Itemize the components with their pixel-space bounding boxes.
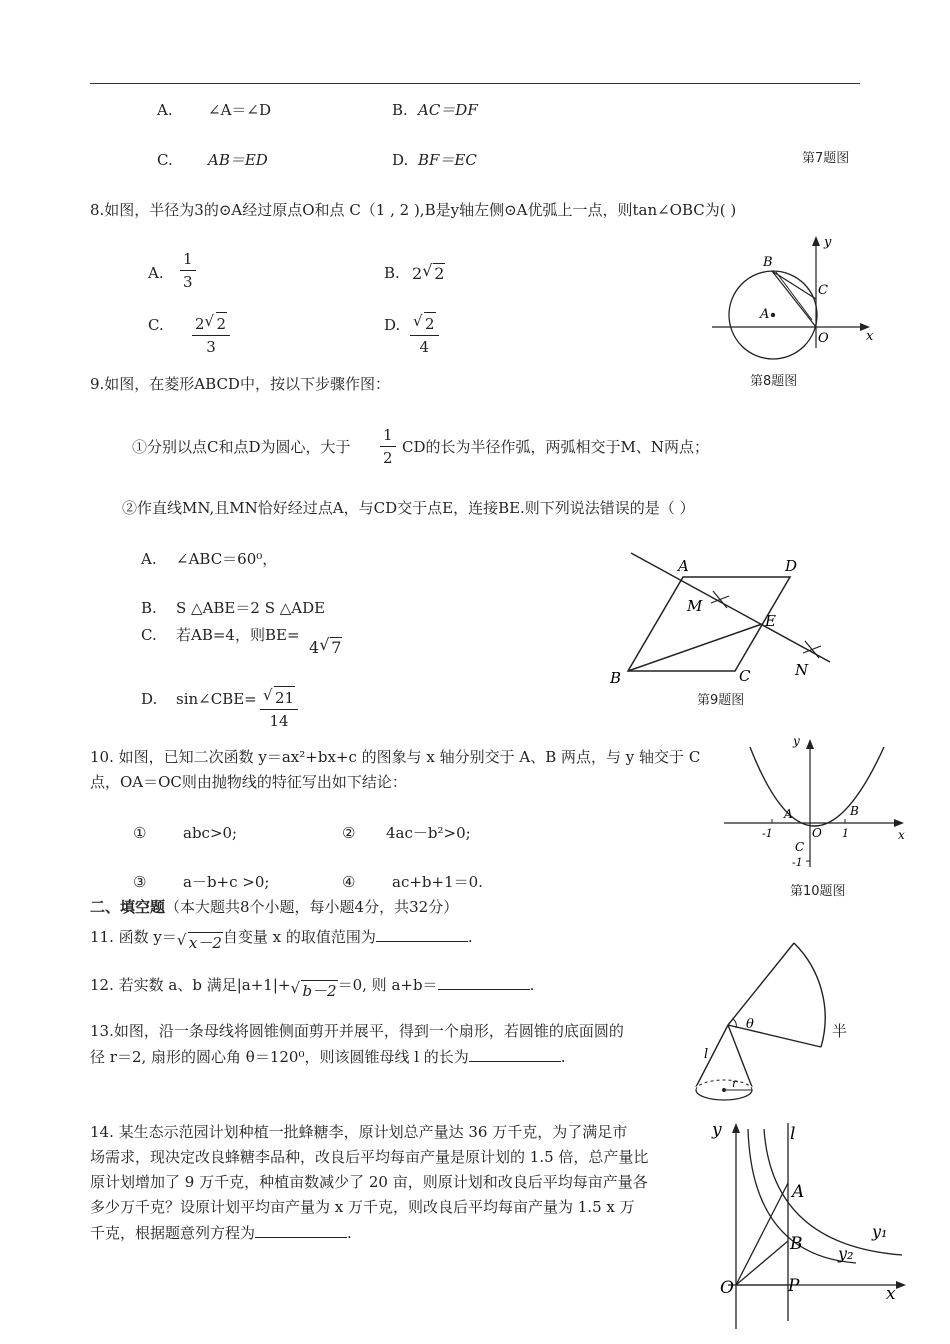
q13-answer-blank[interactable]: [469, 1046, 561, 1062]
q14-fig-label-y: y: [712, 1120, 722, 1140]
q9-step1-post: CD的长为半径作弧，两弧相交于M、N两点；: [402, 438, 709, 456]
q9-option-c-label: C.: [141, 626, 157, 644]
q8-fig-label-b: B: [763, 255, 773, 270]
q10-fig-tick-y-minus1: -1: [792, 856, 803, 869]
q10-fig-tick-1: 1: [842, 827, 849, 840]
q9-fig-label-a: A: [678, 557, 689, 575]
q9-option-d-label: D.: [141, 690, 158, 708]
q13-line2-wrap: [90, 1046, 566, 1067]
q8-c-radicand: 2: [216, 312, 228, 335]
q14-figure: [706, 1115, 906, 1339]
q11-post: 自变量 x 的取值范围为: [222, 928, 376, 946]
section-2-note: （本大题共8个小题，每小题4分，共32分）: [165, 898, 459, 916]
q10-line1: 10. 如图，已知二次函数 y＝ax²+bx+c 的图象与 x 轴分别交于 A、B 两点，与 y 轴交于 C: [90, 748, 701, 766]
q9-fig-label-c: C: [739, 667, 751, 685]
q8-fig-label-y: y: [824, 235, 832, 250]
q9-fig-label-d: D: [785, 557, 798, 575]
q8-option-a-label: A.: [148, 264, 164, 282]
q13-line1: 13.如图，沿一条母线将圆锥侧面剪开并展平，得到一个扇形，若圆锥的底面圆的: [90, 1022, 624, 1040]
q8-c-coefficient: 2: [195, 315, 205, 333]
q7-option-a-text: ∠A＝∠D: [208, 101, 271, 119]
q14-line2: 场需求，现决定改良蜂糖李品种，改良后平均每亩产量是原计划的 1.5 倍，总产量比: [90, 1148, 649, 1166]
q14-fig-label-b: B: [790, 1234, 803, 1254]
q11-sqrt: √ x－2: [176, 931, 222, 952]
q8-c-sqrt: √ 2: [204, 312, 227, 333]
q9-option-b-label: B.: [141, 599, 157, 617]
q14-end: .: [347, 1224, 352, 1242]
q14-fig-label-y1: y₁: [872, 1222, 888, 1241]
q10-fig-label-y: y: [793, 734, 800, 748]
q13-half: 半: [832, 1022, 848, 1040]
q14-fig-label-a: A: [792, 1182, 805, 1202]
q7-option-d-label: D.: [392, 151, 409, 169]
q13-fig-label-r: r: [732, 1077, 738, 1090]
q9-option-d-fraction: [260, 686, 298, 732]
q9-fig-label-m: M: [687, 597, 703, 615]
q12-post: ＝0, 则 a+b＝: [337, 976, 438, 994]
q8-option-b-value: [412, 263, 445, 284]
q10-fig-label-x: x: [898, 828, 905, 842]
q8-fig-label-c: C: [818, 283, 828, 298]
q10-figure: [722, 733, 912, 873]
q9-step1-pre: ①分别以点C和点D为圆心，大于: [132, 438, 351, 456]
q8-option-c-fraction: [192, 312, 230, 358]
q8-fig-label-o: O: [818, 331, 829, 346]
q10-conclusion-3-text: a－b+c >0;: [183, 873, 270, 891]
q9-step2: ②作直线MN,且MN恰好经过点A，与CD交于点E，连接BE.则下列说法错误的是（ ）: [122, 499, 695, 517]
q10-conclusion-3-number: ③: [133, 873, 147, 891]
q8-fig-label-x: x: [866, 329, 874, 344]
q10-conclusion-1-number: ①: [133, 824, 147, 842]
q8-c-numerator: [192, 312, 230, 336]
q9-fig-label-e: E: [765, 612, 776, 630]
q10-conclusion-4-number: ④: [342, 873, 356, 891]
q8-fig-label-a: A: [760, 307, 770, 322]
q8-option-d-fraction: [410, 312, 439, 358]
q8-stem: 8.如图，半径为3的⊙A经过原点O和点 C（1 , 2 ),B是y轴左侧⊙A优弧上一点，则tan∠OBC为( ): [90, 201, 737, 219]
q9-option-a-text: ∠ABC＝60⁰，: [176, 550, 278, 568]
q14-answer-blank[interactable]: [255, 1222, 347, 1238]
q10-fig-label-c: C: [795, 840, 805, 854]
q14-line5-wrap: [90, 1222, 352, 1243]
q9-c-radicand: 7: [331, 638, 342, 657]
q7-option-c-text: AB＝ED: [208, 151, 268, 169]
q10-fig-label-a: A: [784, 807, 793, 821]
q9-d-radicand: 21: [274, 686, 295, 709]
q14-fig-label-y2: y₂: [838, 1244, 854, 1263]
q7-option-d-text: BF＝EC: [418, 151, 477, 169]
q8-option-a-fraction: [180, 248, 196, 293]
q9-step1-denominator: 2: [383, 449, 393, 467]
q12-line: [90, 974, 535, 1000]
q10-conclusion-4-text: ac+b+1＝0.: [392, 873, 483, 891]
q14-fig-label-l: l: [790, 1124, 796, 1144]
q13-fig-label-l: l: [704, 1047, 709, 1062]
q10-conclusion-1-text: abc>0;: [183, 824, 238, 842]
q14-line3: 原计划增加了 9 万千克，种植亩数减少了 20 亩，则原计划和改良后平均每亩产量各: [90, 1173, 648, 1191]
q8-c-denominator: 3: [206, 338, 216, 356]
q11-pre: 11. 函数 y＝: [90, 928, 177, 946]
q8-option-d-label: D.: [384, 316, 401, 334]
q12-answer-blank[interactable]: [438, 974, 530, 990]
q8-figure: [708, 232, 878, 352]
q12-end: .: [529, 976, 535, 994]
q10-conclusion-2-text: 4ac－b²>0;: [386, 824, 471, 842]
q9-option-d-text: sin∠CBE=: [176, 690, 257, 708]
q8-d-denominator: 4: [419, 338, 430, 356]
header-rule: [90, 83, 860, 84]
q14-line4: 多少万千克？设原计划平均亩产量为 x 万千克，则改良后平均每亩产量为 1.5 x 万: [90, 1198, 635, 1216]
q14-fig-label-o: O: [720, 1278, 734, 1298]
q9-c-sqrt: √ 7: [319, 635, 342, 657]
q9-step1-numerator: 1: [380, 424, 396, 447]
q10-fig-tick-minus1: -1: [762, 827, 773, 840]
q14-line5: 千克，根据题意列方程为: [90, 1224, 256, 1242]
q10-figure-caption: 第10题图: [790, 884, 846, 899]
q8-a-denominator: 3: [183, 273, 193, 291]
q9-d-denominator: 14: [269, 712, 289, 730]
q9-d-sqrt: √ 21: [263, 686, 295, 707]
q10-fig-label-o: O: [812, 826, 822, 840]
q11-radicand: x－2: [188, 934, 222, 952]
q9-c-coefficient: 4: [309, 638, 320, 657]
q9-option-b-text: S △ABE＝2 S △ADE: [176, 599, 326, 617]
q11-line: [90, 926, 473, 952]
q8-b-sqrt: √ 2: [422, 261, 445, 283]
q8-option-b-label: B.: [384, 264, 400, 282]
q8-option-c-label: C.: [148, 316, 164, 334]
q7-option-c-label: C.: [157, 151, 173, 169]
q8-d-radicand: 2: [424, 312, 436, 335]
q11-end: .: [467, 928, 473, 946]
q12-sqrt: √ b－2: [290, 979, 337, 1000]
q13-end: .: [560, 1048, 566, 1066]
q8-d-numerator: [410, 312, 439, 336]
q14-fig-label-x: x: [886, 1284, 896, 1304]
q8-b-radicand: 2: [434, 264, 445, 283]
q10-line2: 点，OA＝OC则由抛物线的特征写出如下结论：: [90, 773, 407, 791]
q8-d-sqrt: √ 2: [413, 312, 435, 333]
q14-fig-label-p: P: [788, 1276, 800, 1296]
section-2-title: 二、填空题: [90, 898, 166, 916]
q12-radicand: b－2: [302, 982, 337, 1000]
section-2-heading: [90, 897, 458, 917]
q9-option-c-text: 若AB=4，则BE=: [176, 626, 300, 644]
q10-conclusion-2-number: ②: [342, 824, 356, 842]
q9-d-numerator: [260, 686, 298, 710]
q8-figure-caption: 第8题图: [750, 374, 798, 389]
q7-option-a-label: A.: [157, 101, 173, 119]
q9-fig-label-n: N: [795, 661, 809, 679]
q10-fig-label-b: B: [850, 804, 859, 818]
q13-fig-label-theta: θ: [746, 1017, 754, 1032]
q14-line1: 14. 某生态示范园计划种植一批蜂糖李，原计划总产量达 36 万千克，为了满足市: [90, 1123, 628, 1141]
q9-option-a-label: A.: [141, 550, 157, 568]
q8-b-coefficient: 2: [412, 264, 423, 283]
q12-pre: 12. 若实数 a、b 满足|a+1|+: [90, 976, 291, 994]
q7-option-b-label: B.: [392, 101, 408, 119]
q9-step1-fraction: [380, 424, 396, 469]
q13-figure: [688, 940, 828, 1115]
q7-option-b-text: AC＝DF: [418, 101, 478, 119]
q7-figure-caption: 第7题图: [802, 151, 850, 166]
q9-stem: 9.如图，在菱形ABCD中，按以下步骤作图：: [90, 375, 390, 393]
q9-fig-label-b: B: [610, 669, 622, 687]
q11-answer-blank[interactable]: [376, 926, 468, 942]
q13-line2: 径 r＝2, 扇形的圆心角 θ＝120⁰，则该圆锥母线 l 的长为: [90, 1048, 469, 1066]
q8-a-numerator: 1: [180, 248, 196, 271]
q9-figure: [605, 545, 845, 690]
q9-figure-caption: 第9题图: [697, 693, 745, 708]
q9-option-c-value: [309, 637, 342, 658]
